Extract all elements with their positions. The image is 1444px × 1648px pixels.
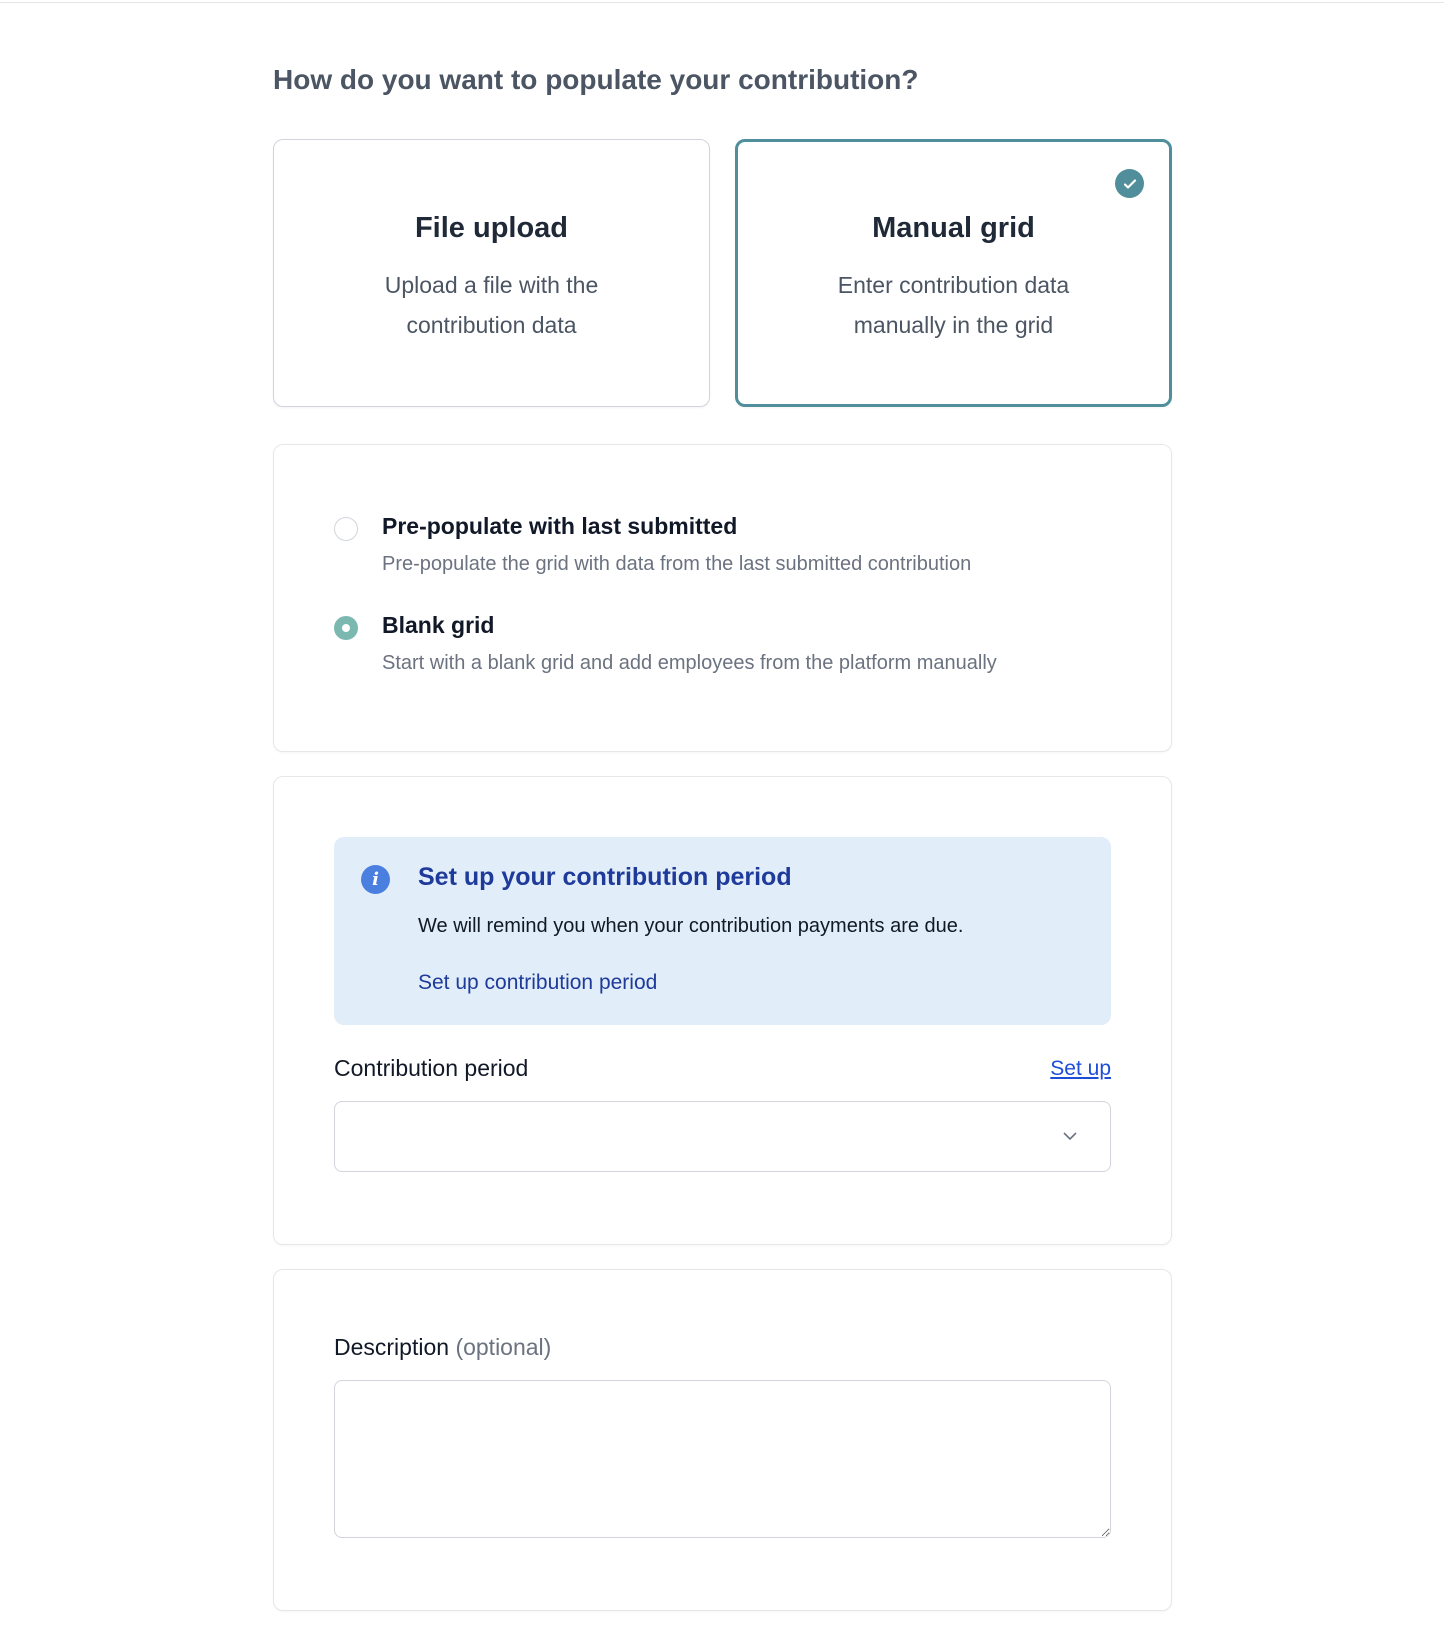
contribution-period-panel bbox=[273, 776, 1172, 1245]
option-description: Pre-populate the grid with data from the last submitted contribution bbox=[382, 553, 972, 575]
option-label: Pre-populate with last submitted bbox=[382, 513, 738, 539]
page-title: How do you want to populate your contribution? bbox=[273, 64, 919, 95]
option-label: Blank grid bbox=[382, 612, 495, 638]
info-icon: i bbox=[361, 865, 390, 894]
method-card-manual-grid[interactable] bbox=[735, 139, 1172, 407]
top-divider bbox=[0, 2, 1444, 3]
optional-hint: (optional) bbox=[455, 1334, 552, 1360]
description-label bbox=[334, 1334, 551, 1361]
setup-period-link[interactable]: Set up contribution period bbox=[418, 971, 658, 994]
radio-button-selected[interactable] bbox=[334, 616, 358, 640]
chevron-down-icon bbox=[1060, 1126, 1080, 1146]
method-card-file-upload[interactable] bbox=[273, 139, 710, 407]
description-input[interactable] bbox=[334, 1380, 1111, 1538]
populate-options-panel bbox=[273, 444, 1172, 752]
contribution-period-select[interactable] bbox=[334, 1101, 1111, 1172]
period-label: Contribution period bbox=[334, 1055, 529, 1081]
card-description: Enter contribution data manually in the grid bbox=[837, 272, 1070, 338]
check-circle-icon bbox=[1115, 169, 1144, 198]
option-description: Start with a blank grid and add employees from the platform manually bbox=[382, 652, 997, 674]
setup-link[interactable]: Set up bbox=[1050, 1057, 1111, 1080]
description-label-text: Description bbox=[334, 1334, 450, 1360]
card-title: File upload bbox=[414, 212, 569, 244]
card-title: Manual grid bbox=[872, 212, 1035, 244]
info-alert bbox=[334, 837, 1111, 1025]
info-title: Set up your contribution period bbox=[418, 863, 792, 891]
description-panel bbox=[273, 1269, 1172, 1611]
card-description: Upload a file with the contribution data bbox=[384, 272, 599, 338]
info-text: We will remind you when your contribution payments are due. bbox=[418, 915, 964, 937]
radio-button[interactable] bbox=[334, 517, 358, 541]
